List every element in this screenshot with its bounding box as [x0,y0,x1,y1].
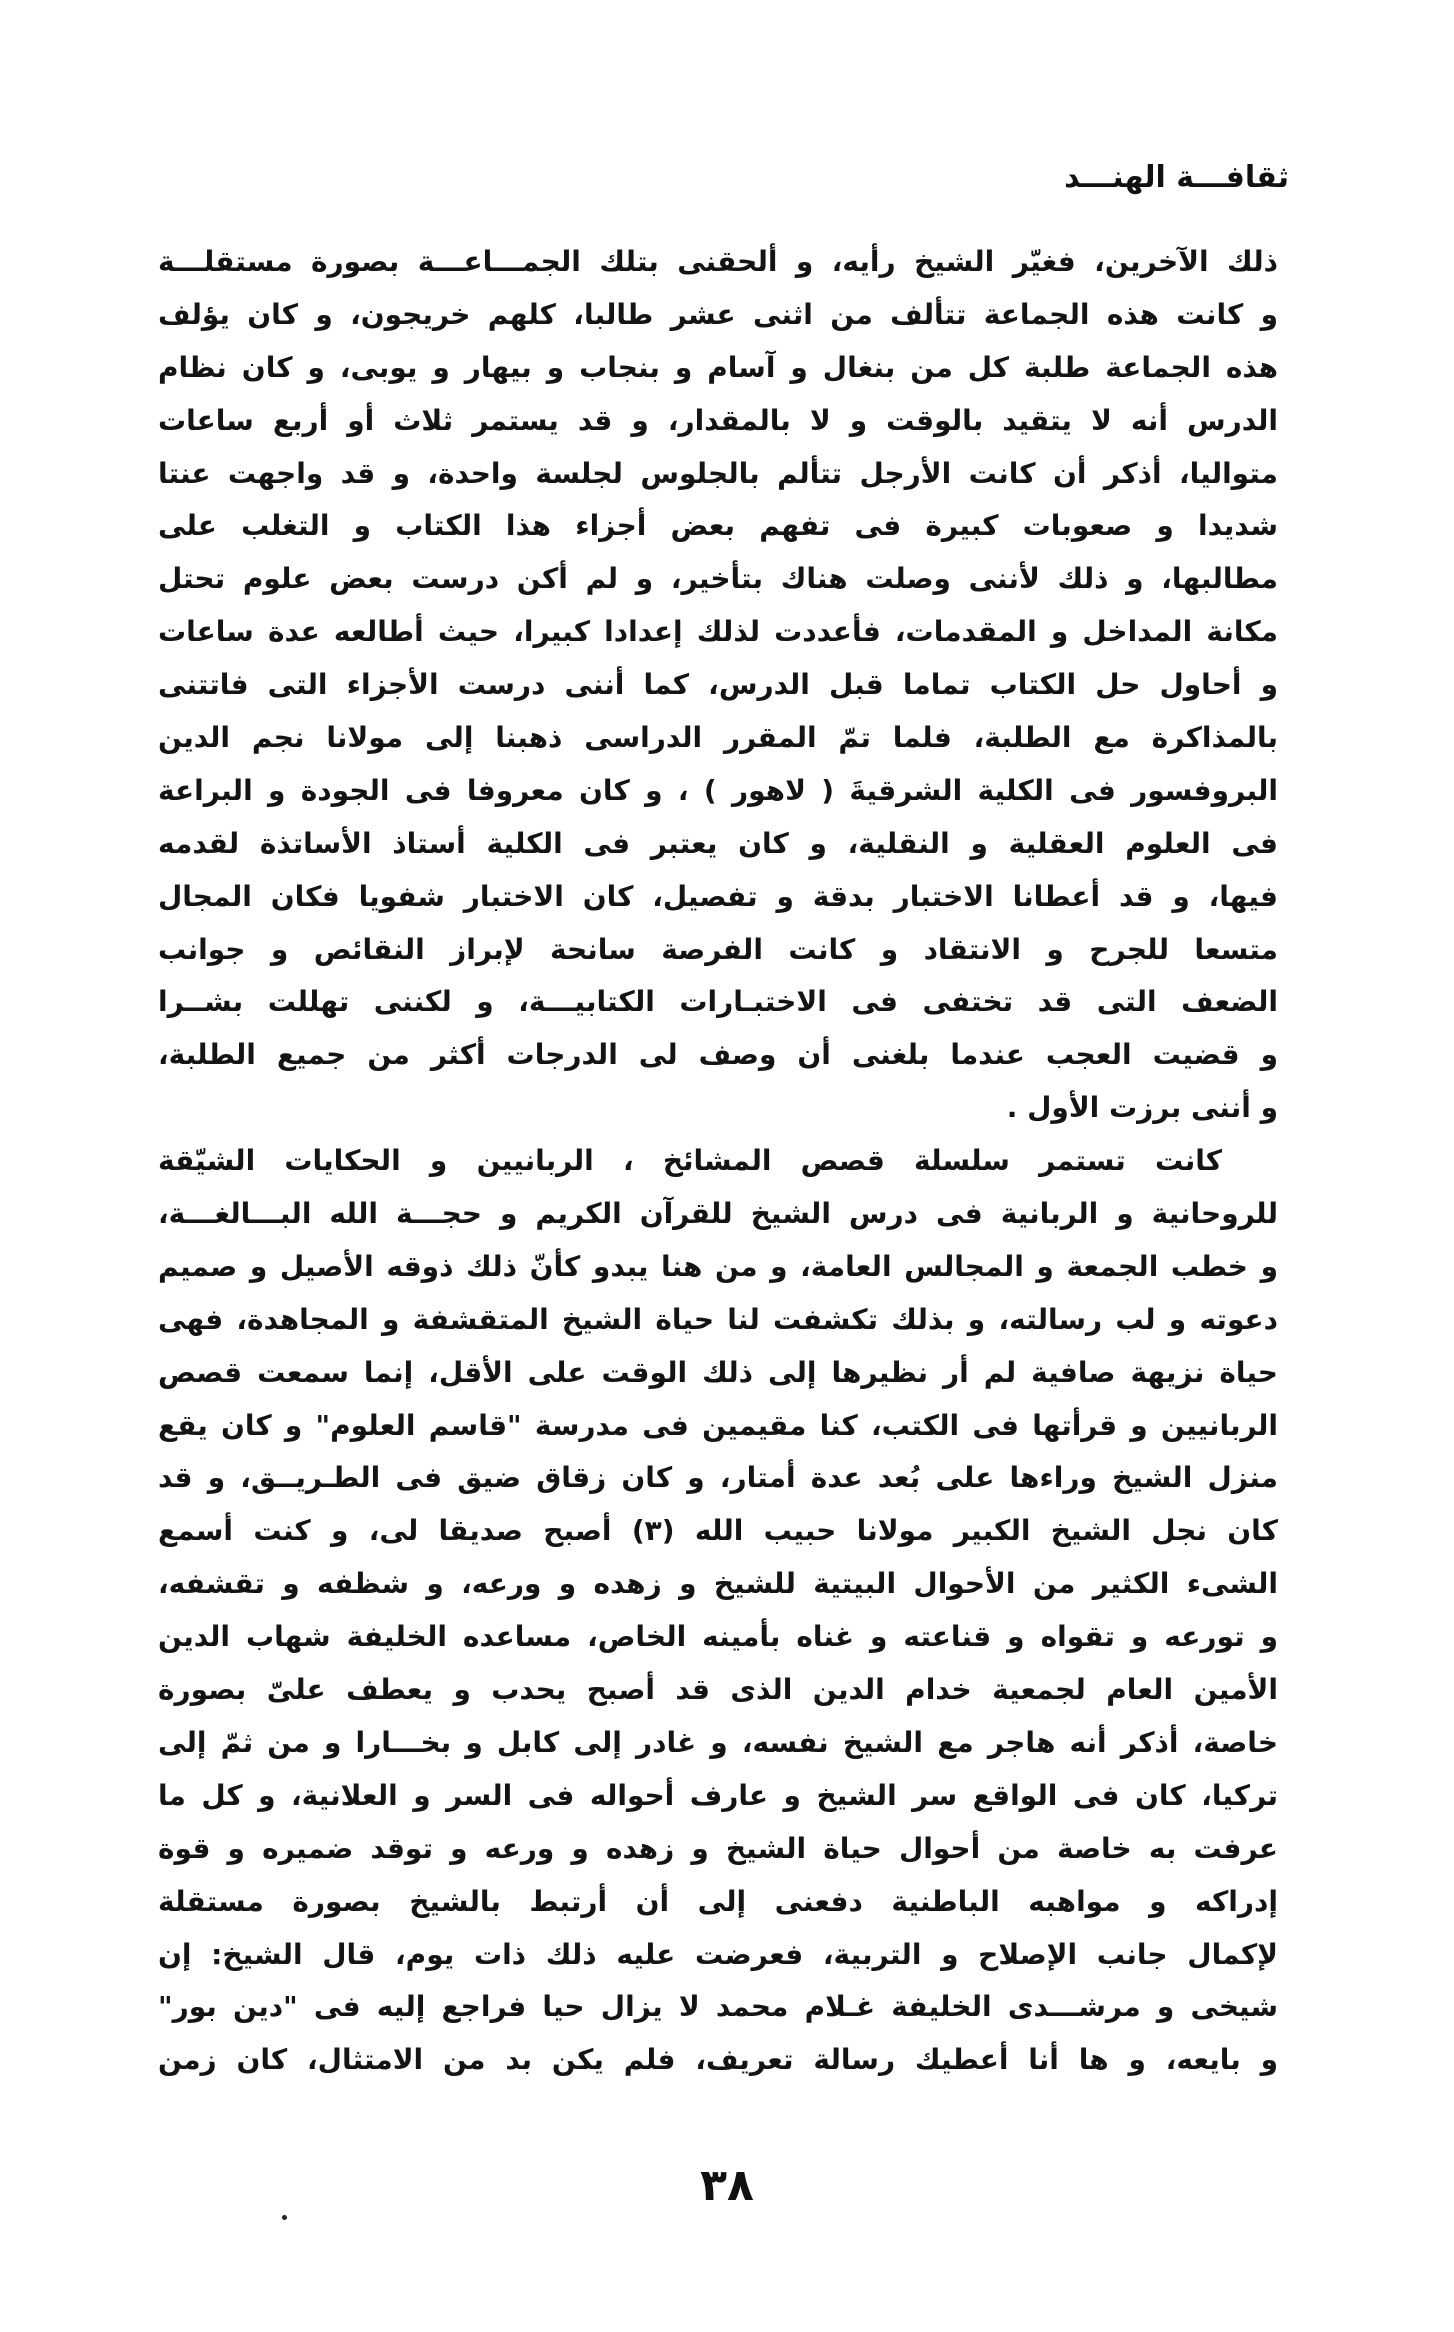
page-number: ٣٨ [700,2160,754,2211]
scan-speck [282,2215,287,2220]
text-line: إدراكه و مواهبه الباطنية دفعنى إلى أن أرتبط بالشيخ بصورة مستقلة [158,1884,1278,1918]
text-line: الأمين العام لجمعية خدام الدين الذى قد أصبح يحدب و يعطف علىّ بصورة [158,1673,1278,1707]
text-line: الدرس أنه لا يتقيد بالوقت و لا بالمقدار، و قد يستمر ثلاث أو أربع ساعات [158,403,1278,437]
text-line: شيخى و مرشـــدى الخليفة غـلام محمد لا يزال حيا فراجع إليه فى "دين بور" [158,1990,1278,2024]
text-line: الضعف التى قد تختفى فى الاختبـارات الكتابيـــة، و لكننى تهللت بشــرا [158,985,1278,1019]
text-line: شديدا و صعوبات كبيرة فى تفهم بعض أجزاء هذا الكتاب و التغلب على [158,509,1278,543]
text-line: منزل الشيخ وراءها على بُعد عدة أمتار، و كان زقاق ضيق فى الطـريــق، و قد [158,1461,1278,1495]
text-line: حياة نزيهة صافية لم أر نظيرها إلى ذلك الوقت على الأقل، إنما سمعت قصص [158,1355,1278,1389]
text-line: كان نجل الشيخ الكبير مولانا حبيب الله (٣) أصبح صديقا لى، و كنت أسمع [158,1514,1278,1548]
text-line: متواليا، أذكر أن كانت الأرجل تتألم بالجلوس لجلسة واحدة، و قد واجهت عنتا [158,456,1278,490]
text-line: و قضيت العجب عندما بلغنى أن وصف لى الدرجات أكثر من جميع الطلبة، [158,1038,1278,1072]
text-line: الشىء الكثير من الأحوال البيتية للشيخ و زهده و ورعه، و شظفه و تقشفه، [158,1567,1278,1601]
text-line: فيها، و قد أعطانا الاختبار بدقة و تفصيل، كان الاختبار شفويا فكان المجال [158,879,1278,913]
text-line: الربانيين و قرأتها فى الكتب، كنا مقيمين فى مدرسة "قاسم العلوم" و كان يقع [158,1408,1278,1442]
text-line: البروفسور فى الكلية الشرقيةَ ( لاهور ) ، و كان معروفا فى الجودة و البراعة [158,773,1278,807]
text-line: بالمذاكرة مع الطلبة، فلما تمّ المقرر الدراسى ذهبنا إلى مولانا نجم الدين [158,721,1278,755]
text-line: هذه الجماعة طلبة كل من بنغال و آسام و بنجاب و بيهار و يوبى، و كان نظام [158,350,1278,384]
text-line: للروحانية و الربانية فى درس الشيخ للقرآن الكريم و حجـــة الله البـــالغـــة، [158,1197,1278,1231]
text-line: و أحاول حل الكتاب تماما قبل الدرس، كما أننى درست الأجزاء التى فاتتنى [158,668,1278,702]
body-text [158,236,1278,2146]
text-line: ذلك الآخرين، فغيّر الشيخ رأيه، و ألحقنى بتلك الجمـــاعـــة بصورة مستقلـــة [158,245,1278,278]
text-line: متسعا للجرح و الانتقاد و كانت الفرصة سانحة لإبراز النقائص و جوانب [158,932,1278,966]
text-line: و خطب الجمعة و المجالس العامة، و من هنا يبدو كأنّ ذلك ذوقه الأصيل و صميم [158,1249,1278,1283]
text-line: و كانت هذه الجماعة تتألف من اثنى عشر طالبا، كلهم خريجون، و كان يؤلف [158,297,1278,331]
paragraph-end-line: و أننى برزت الأول . [1006,1091,1278,1125]
running-header: ثقافـــة الهنـــد [1064,160,1289,195]
text-line: لإكمال جانب الإصلاح و التربية، فعرضت عليه ذلك ذات يوم، قال الشيخ: إن [158,1937,1278,1971]
text-line: دعوته و لب رسالته، و بذلك تكشفت لنا حياة الشيخ المتقشفة و المجاهدة، فهى [158,1302,1278,1336]
text-line: مطالبها، و ذلك لأننى وصلت هناك بتأخير، و لم أكن درست بعض علوم تحتل [158,562,1278,596]
text-line: مكانة المداخل و المقدمات، فأعددت لذلك إعدادا كبيرا، حيث أطالعه عدة ساعات [158,615,1278,649]
text-line: عرفت به خاصة من أحوال حياة الشيخ و زهده و ورعه و توقد ضميره و قوة [158,1831,1278,1865]
text-line: و تورعه و تقواه و قناعته و غناه بأمينه الخاص، مساعده الخليفة شهاب الدين [158,1620,1278,1654]
paragraph-start-line: كانت تستمر سلسلة قصص المشائخ ، الربانيين و الحكايات الشيّقة [158,1144,1222,1178]
text-line: فى العلوم العقلية و النقلية، و كان يعتبر فى الكلية أستاذ الأساتذة لقدمه [158,826,1278,860]
text-line: تركيا، كان فى الواقع سر الشيخ و عارف أحواله فى السر و العلانية، و كل ما [158,1778,1278,1812]
text-line: خاصة، أذكر أنه هاجر مع الشيخ نفسه، و غادر إلى كابل و بخـــارا و من ثمّ إلى [158,1725,1278,1759]
text-line: و بايعه، و ها أنا أعطيك رسالة تعريف، فلم يكن بد من الامتثال، كان زمن [158,2043,1278,2077]
